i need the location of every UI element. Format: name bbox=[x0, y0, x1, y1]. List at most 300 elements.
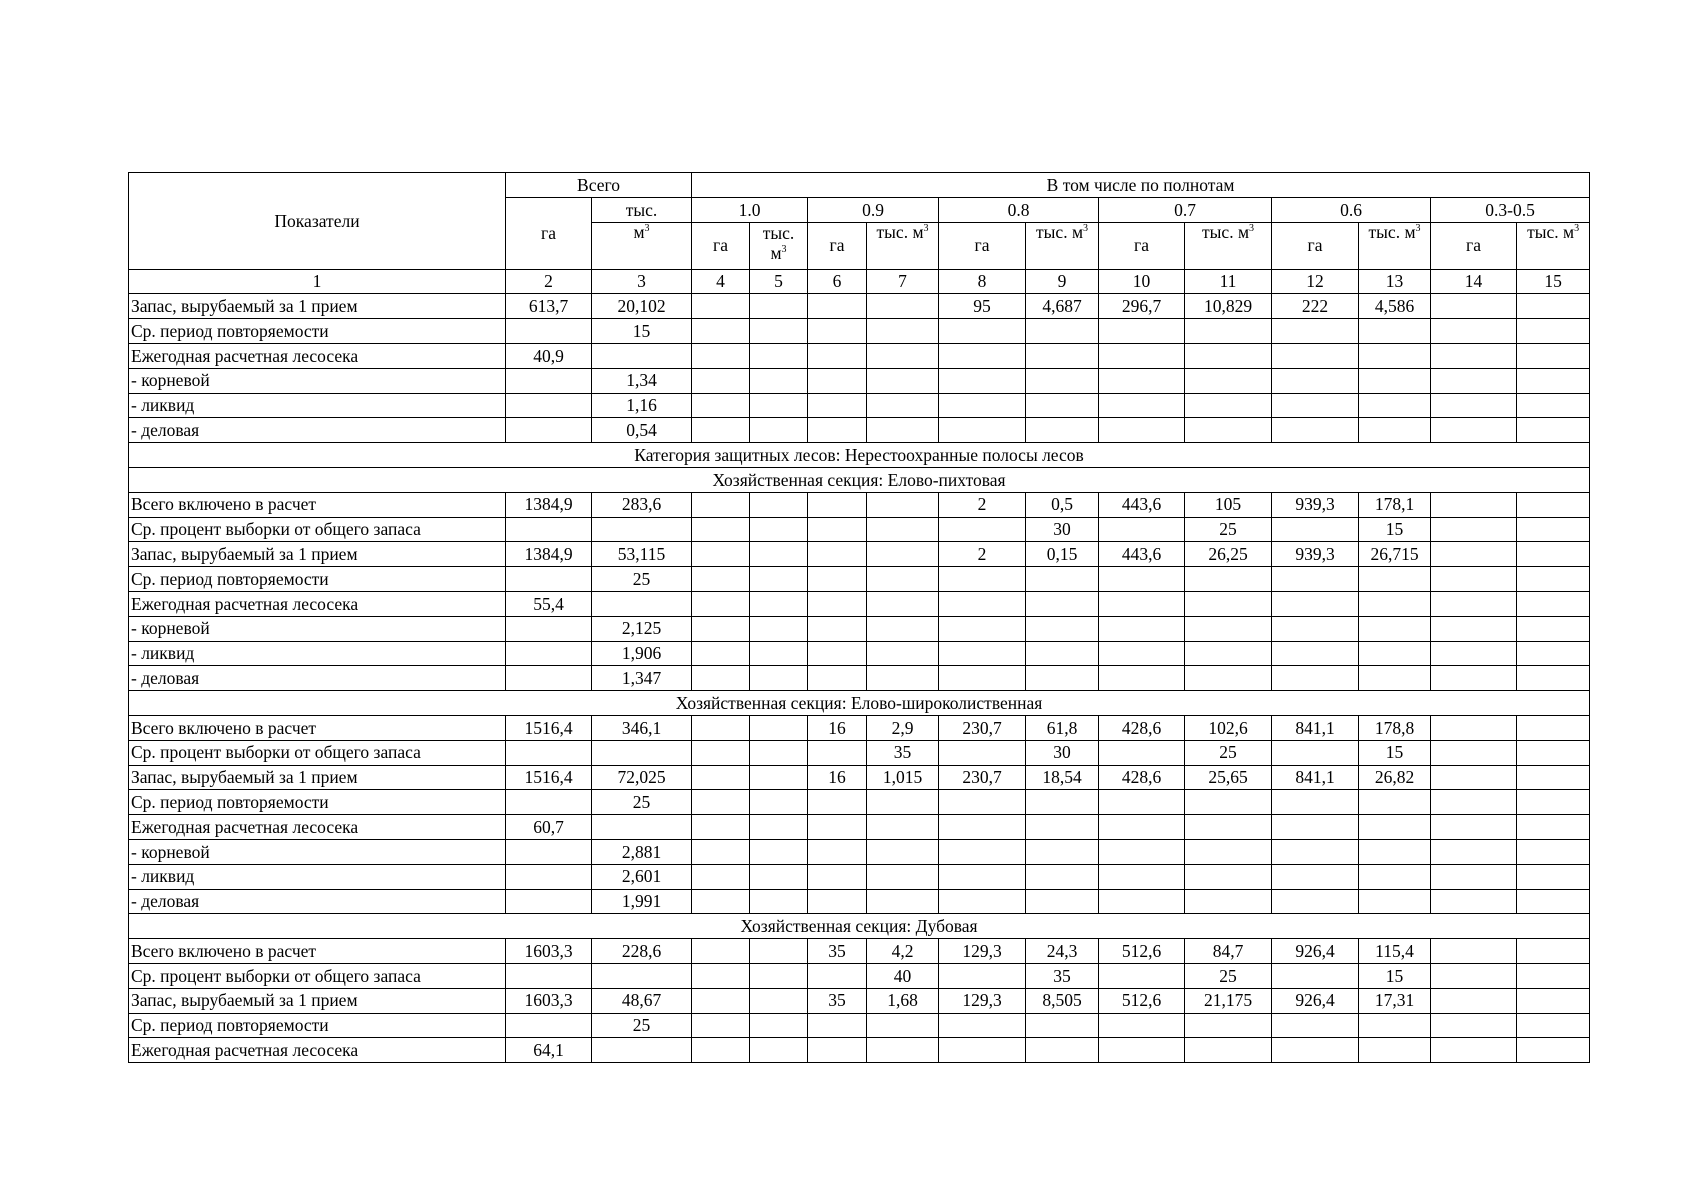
table-cell: 1516,4 bbox=[506, 715, 592, 740]
table-cell: 1384,9 bbox=[506, 492, 592, 517]
header-thous-m3: тыс. $м^3$ bbox=[1026, 222, 1099, 269]
row-label: - корневой bbox=[129, 368, 506, 393]
table-cell bbox=[1099, 393, 1185, 418]
column-number-cell: 3 bbox=[592, 269, 692, 294]
table-cell: 25 bbox=[1185, 517, 1272, 542]
table-cell bbox=[692, 666, 750, 691]
table-cell bbox=[750, 294, 808, 319]
table-cell bbox=[1026, 567, 1099, 592]
row-label: - деловая bbox=[129, 666, 506, 691]
table-cell: 4,687 bbox=[1026, 294, 1099, 319]
table-cell bbox=[1185, 418, 1272, 443]
table-cell: 443,6 bbox=[1099, 492, 1185, 517]
column-number-row bbox=[129, 269, 1590, 294]
table-cell bbox=[1517, 641, 1590, 666]
table-cell bbox=[808, 963, 867, 988]
table-cell bbox=[1431, 616, 1517, 641]
table-cell bbox=[1026, 319, 1099, 344]
table-cell bbox=[1272, 393, 1359, 418]
row-label: Запас, вырубаемый за 1 прием bbox=[129, 542, 506, 567]
table-cell bbox=[867, 343, 939, 368]
table-cell: 40 bbox=[867, 963, 939, 988]
table-cell bbox=[1272, 666, 1359, 691]
table-cell bbox=[750, 790, 808, 815]
table-cell: 25 bbox=[592, 790, 692, 815]
table-cell bbox=[692, 765, 750, 790]
table-cell: 178,8 bbox=[1359, 715, 1431, 740]
forest-calculation-table bbox=[128, 172, 1590, 1063]
table-cell bbox=[867, 567, 939, 592]
table-cell: 20,102 bbox=[592, 294, 692, 319]
table-cell bbox=[939, 393, 1026, 418]
table-cell bbox=[1026, 839, 1099, 864]
table-cell: 939,3 bbox=[1272, 492, 1359, 517]
column-number-cell: 8 bbox=[939, 269, 1026, 294]
table-cell bbox=[867, 542, 939, 567]
table-cell bbox=[867, 418, 939, 443]
table-cell bbox=[1272, 343, 1359, 368]
table-cell bbox=[1359, 591, 1431, 616]
column-number-cell: 5 bbox=[750, 269, 808, 294]
table-row bbox=[129, 1038, 1590, 1063]
table-row bbox=[129, 988, 1590, 1013]
table-cell bbox=[1185, 567, 1272, 592]
table-cell bbox=[692, 591, 750, 616]
table-cell bbox=[1431, 790, 1517, 815]
table-cell bbox=[1517, 393, 1590, 418]
table-cell bbox=[1431, 368, 1517, 393]
table-cell bbox=[1431, 319, 1517, 344]
table-cell bbox=[1431, 839, 1517, 864]
table-cell bbox=[1185, 1038, 1272, 1063]
header-ha: га bbox=[1099, 222, 1185, 269]
table-cell: 1,68 bbox=[867, 988, 939, 1013]
table-cell: 1384,9 bbox=[506, 542, 592, 567]
table-cell: 428,6 bbox=[1099, 715, 1185, 740]
table-cell bbox=[867, 1013, 939, 1038]
header-ha: га bbox=[808, 222, 867, 269]
column-number-cell: 6 bbox=[808, 269, 867, 294]
table-cell bbox=[808, 542, 867, 567]
table-cell bbox=[1099, 740, 1185, 765]
table-cell bbox=[1431, 740, 1517, 765]
table-cell bbox=[750, 963, 808, 988]
row-label: Запас, вырубаемый за 1 прием bbox=[129, 765, 506, 790]
table-cell bbox=[506, 616, 592, 641]
table-cell bbox=[692, 740, 750, 765]
table-cell bbox=[1185, 889, 1272, 914]
table-row bbox=[129, 517, 1590, 542]
row-label: Всего включено в расчет bbox=[129, 939, 506, 964]
table-cell bbox=[1272, 815, 1359, 840]
table-cell bbox=[1026, 418, 1099, 443]
table-cell bbox=[506, 393, 592, 418]
table-cell bbox=[1517, 889, 1590, 914]
table-row bbox=[129, 641, 1590, 666]
table-cell bbox=[867, 1038, 939, 1063]
table-cell bbox=[1099, 666, 1185, 691]
table-cell bbox=[867, 889, 939, 914]
row-label: Ср. период повторяемости bbox=[129, 567, 506, 592]
table-row bbox=[129, 740, 1590, 765]
section-title: Хозяйственная секция: Елово-широколиственная bbox=[129, 691, 1590, 716]
table-cell bbox=[692, 864, 750, 889]
table-cell bbox=[506, 368, 592, 393]
table-cell: 283,6 bbox=[592, 492, 692, 517]
table-cell bbox=[1517, 740, 1590, 765]
table-cell: 72,025 bbox=[592, 765, 692, 790]
table-cell bbox=[506, 889, 592, 914]
table-cell: 230,7 bbox=[939, 715, 1026, 740]
table-cell: 26,25 bbox=[1185, 542, 1272, 567]
table-cell bbox=[1431, 343, 1517, 368]
table-cell bbox=[692, 319, 750, 344]
table-cell bbox=[1026, 641, 1099, 666]
header-ha: га bbox=[1431, 222, 1517, 269]
table-cell bbox=[1185, 393, 1272, 418]
row-label: - деловая bbox=[129, 418, 506, 443]
table-cell bbox=[750, 591, 808, 616]
table-cell bbox=[939, 616, 1026, 641]
table-cell bbox=[808, 641, 867, 666]
table-cell: 15 bbox=[1359, 517, 1431, 542]
table-cell bbox=[1099, 815, 1185, 840]
table-cell bbox=[1272, 591, 1359, 616]
header-density-6: 0.3-0.5 bbox=[1431, 197, 1590, 222]
table-cell bbox=[939, 641, 1026, 666]
header-thous-m3: тыс. $м^3$ bbox=[1185, 222, 1272, 269]
table-cell bbox=[1359, 319, 1431, 344]
row-label: Всего включено в расчет bbox=[129, 715, 506, 740]
table-cell bbox=[1359, 616, 1431, 641]
table-cell: 53,115 bbox=[592, 542, 692, 567]
table-cell: 4,586 bbox=[1359, 294, 1431, 319]
table-cell: 0,15 bbox=[1026, 542, 1099, 567]
table-cell bbox=[867, 641, 939, 666]
table-cell bbox=[1431, 591, 1517, 616]
table-cell bbox=[1026, 1013, 1099, 1038]
table-cell bbox=[939, 864, 1026, 889]
table-cell bbox=[1272, 1038, 1359, 1063]
table-cell bbox=[808, 889, 867, 914]
table-cell bbox=[808, 294, 867, 319]
table-cell: 230,7 bbox=[939, 765, 1026, 790]
table-cell bbox=[506, 864, 592, 889]
table-cell bbox=[692, 418, 750, 443]
table-cell bbox=[867, 616, 939, 641]
table-cell: 512,6 bbox=[1099, 988, 1185, 1013]
table-cell bbox=[506, 319, 592, 344]
table-cell: 1516,4 bbox=[506, 765, 592, 790]
section-title: Хозяйственная секция: Елово-пихтовая bbox=[129, 467, 1590, 492]
table-body bbox=[129, 294, 1590, 1063]
table-cell bbox=[808, 319, 867, 344]
table-cell bbox=[1431, 492, 1517, 517]
table-cell bbox=[939, 517, 1026, 542]
table-cell: 35 bbox=[867, 740, 939, 765]
table-cell bbox=[1185, 591, 1272, 616]
column-number-cell: 11 bbox=[1185, 269, 1272, 294]
table-cell: 30 bbox=[1026, 517, 1099, 542]
table-cell bbox=[750, 368, 808, 393]
header-ha: га bbox=[1272, 222, 1359, 269]
table-cell: 25,65 bbox=[1185, 765, 1272, 790]
table-cell bbox=[1099, 418, 1185, 443]
table-cell bbox=[939, 839, 1026, 864]
table-cell: 64,1 bbox=[506, 1038, 592, 1063]
table-cell: 129,3 bbox=[939, 988, 1026, 1013]
table-cell bbox=[1431, 294, 1517, 319]
table-cell bbox=[939, 418, 1026, 443]
table-cell bbox=[506, 517, 592, 542]
table-cell bbox=[939, 666, 1026, 691]
table-cell bbox=[1517, 864, 1590, 889]
table-cell: 2 bbox=[939, 542, 1026, 567]
table-cell: 25 bbox=[1185, 740, 1272, 765]
table-cell: 2 bbox=[939, 492, 1026, 517]
table-cell: 841,1 bbox=[1272, 715, 1359, 740]
table-cell: 2,125 bbox=[592, 616, 692, 641]
column-number-cell: 13 bbox=[1359, 269, 1431, 294]
table-row bbox=[129, 319, 1590, 344]
table-cell bbox=[1026, 864, 1099, 889]
row-label: Запас, вырубаемый за 1 прием bbox=[129, 294, 506, 319]
table-cell bbox=[1185, 666, 1272, 691]
header-density-4: 0.7 bbox=[1099, 197, 1272, 222]
table-cell bbox=[1359, 815, 1431, 840]
table-cell bbox=[1272, 319, 1359, 344]
table-cell bbox=[1431, 765, 1517, 790]
table-cell: 102,6 bbox=[1185, 715, 1272, 740]
table-cell bbox=[1431, 715, 1517, 740]
table-cell bbox=[1272, 517, 1359, 542]
table-cell: 26,82 bbox=[1359, 765, 1431, 790]
table-cell bbox=[867, 815, 939, 840]
table-cell bbox=[808, 864, 867, 889]
table-cell bbox=[1272, 567, 1359, 592]
table-cell bbox=[1272, 1013, 1359, 1038]
table-cell bbox=[867, 492, 939, 517]
table-cell: 115,4 bbox=[1359, 939, 1431, 964]
header-thous-m3: тыс. $м^3$ bbox=[1517, 222, 1590, 269]
table-cell bbox=[1517, 319, 1590, 344]
row-label: Запас, вырубаемый за 1 прием bbox=[129, 988, 506, 1013]
table-cell bbox=[750, 418, 808, 443]
column-number-cell: 9 bbox=[1026, 269, 1099, 294]
table-cell: 443,6 bbox=[1099, 542, 1185, 567]
table-cell: 2,881 bbox=[592, 839, 692, 864]
table-cell bbox=[1099, 864, 1185, 889]
table-cell bbox=[1185, 368, 1272, 393]
table-cell bbox=[1359, 418, 1431, 443]
table-cell bbox=[1185, 641, 1272, 666]
table-cell bbox=[1517, 790, 1590, 815]
section-title: Хозяйственная секция: Дубовая bbox=[129, 914, 1590, 939]
table-cell bbox=[692, 963, 750, 988]
table-cell bbox=[506, 839, 592, 864]
table-cell bbox=[1517, 963, 1590, 988]
table-cell: 346,1 bbox=[592, 715, 692, 740]
row-label: Ежегодная расчетная лесосека bbox=[129, 343, 506, 368]
table-cell: 1,347 bbox=[592, 666, 692, 691]
table-cell bbox=[1517, 517, 1590, 542]
table-cell bbox=[939, 815, 1026, 840]
table-cell bbox=[867, 393, 939, 418]
header-ha: га bbox=[939, 222, 1026, 269]
table-cell: 25 bbox=[592, 567, 692, 592]
table-cell bbox=[808, 790, 867, 815]
table-cell bbox=[867, 294, 939, 319]
table-row bbox=[129, 418, 1590, 443]
table-cell: 512,6 bbox=[1099, 939, 1185, 964]
table-cell bbox=[1185, 839, 1272, 864]
table-cell bbox=[1272, 839, 1359, 864]
header-total: Всего bbox=[506, 173, 692, 198]
table-cell: 1,16 bbox=[592, 393, 692, 418]
table-cell bbox=[1185, 616, 1272, 641]
table-header bbox=[129, 173, 1590, 294]
table-cell bbox=[1431, 1038, 1517, 1063]
table-cell bbox=[1517, 839, 1590, 864]
table-cell bbox=[808, 492, 867, 517]
table-cell bbox=[506, 641, 592, 666]
row-label: - корневой bbox=[129, 616, 506, 641]
header-indicators: Показатели bbox=[129, 173, 506, 270]
table-cell: 24,3 bbox=[1026, 939, 1099, 964]
table-cell bbox=[506, 740, 592, 765]
table-cell bbox=[1359, 393, 1431, 418]
table-row bbox=[129, 666, 1590, 691]
table-row bbox=[129, 864, 1590, 889]
table-row bbox=[129, 542, 1590, 567]
table-cell: 296,7 bbox=[1099, 294, 1185, 319]
table-cell bbox=[1431, 939, 1517, 964]
table-cell bbox=[808, 418, 867, 443]
table-cell bbox=[808, 740, 867, 765]
column-number-cell: 1 bbox=[129, 269, 506, 294]
table-cell bbox=[1272, 864, 1359, 889]
table-cell bbox=[1185, 343, 1272, 368]
table-cell: 228,6 bbox=[592, 939, 692, 964]
table-row bbox=[129, 616, 1590, 641]
table-cell bbox=[592, 740, 692, 765]
table-cell bbox=[692, 1038, 750, 1063]
table-cell bbox=[1517, 1038, 1590, 1063]
column-number-cell: 10 bbox=[1099, 269, 1185, 294]
table-cell bbox=[692, 839, 750, 864]
table-cell bbox=[1099, 368, 1185, 393]
table-cell bbox=[1359, 666, 1431, 691]
table-row bbox=[129, 963, 1590, 988]
table-cell bbox=[750, 641, 808, 666]
table-cell bbox=[939, 368, 1026, 393]
header-thous-m3: тыс. $м^3$ bbox=[867, 222, 939, 269]
row-label: Ежегодная расчетная лесосека bbox=[129, 815, 506, 840]
table-cell bbox=[692, 1013, 750, 1038]
table-cell bbox=[1517, 368, 1590, 393]
table-cell bbox=[939, 1038, 1026, 1063]
table-cell bbox=[1099, 591, 1185, 616]
table-cell bbox=[1517, 343, 1590, 368]
table-cell bbox=[1517, 616, 1590, 641]
table-cell bbox=[1517, 542, 1590, 567]
table-cell bbox=[1431, 641, 1517, 666]
table-row bbox=[129, 343, 1590, 368]
table-cell: 10,829 bbox=[1185, 294, 1272, 319]
table-cell: 61,8 bbox=[1026, 715, 1099, 740]
table-cell: 18,54 bbox=[1026, 765, 1099, 790]
table-row bbox=[129, 715, 1590, 740]
table-cell: 25 bbox=[1185, 963, 1272, 988]
header-total-m3: $м^3$ bbox=[592, 222, 692, 269]
table-cell bbox=[692, 939, 750, 964]
table-cell bbox=[506, 790, 592, 815]
table-cell bbox=[1359, 368, 1431, 393]
header-total-thous-top: тыс. bbox=[592, 197, 692, 222]
table-cell bbox=[750, 567, 808, 592]
header-thous-m3: тыс. $м^3$ bbox=[1359, 222, 1431, 269]
table-cell bbox=[808, 666, 867, 691]
table-cell: 35 bbox=[1026, 963, 1099, 988]
table-cell bbox=[939, 740, 1026, 765]
table-cell bbox=[692, 294, 750, 319]
column-number-cell: 14 bbox=[1431, 269, 1517, 294]
table-cell bbox=[750, 492, 808, 517]
table-cell: 84,7 bbox=[1185, 939, 1272, 964]
table-cell bbox=[1517, 1013, 1590, 1038]
table-cell bbox=[867, 790, 939, 815]
row-label: - ликвид bbox=[129, 864, 506, 889]
table-cell bbox=[1099, 616, 1185, 641]
table-cell: 1,015 bbox=[867, 765, 939, 790]
table-cell: 16 bbox=[808, 715, 867, 740]
table-cell: 841,1 bbox=[1272, 765, 1359, 790]
table-cell: 1,906 bbox=[592, 641, 692, 666]
table-cell bbox=[592, 343, 692, 368]
table-cell bbox=[1272, 790, 1359, 815]
table-cell bbox=[692, 517, 750, 542]
table-cell: 30 bbox=[1026, 740, 1099, 765]
table-cell bbox=[808, 368, 867, 393]
table-cell bbox=[750, 393, 808, 418]
table-cell bbox=[1099, 889, 1185, 914]
table-cell bbox=[1026, 889, 1099, 914]
section-header-row bbox=[129, 914, 1590, 939]
table-cell bbox=[1099, 517, 1185, 542]
table-cell: 178,1 bbox=[1359, 492, 1431, 517]
table-cell bbox=[1272, 641, 1359, 666]
table-cell bbox=[1431, 889, 1517, 914]
table-cell bbox=[867, 368, 939, 393]
table-row bbox=[129, 790, 1590, 815]
table-cell bbox=[750, 740, 808, 765]
table-cell: 613,7 bbox=[506, 294, 592, 319]
row-label: Ср. процент выборки от общего запаса bbox=[129, 740, 506, 765]
section-title: Категория защитных лесов: Нерестоохранные полосы лесов bbox=[129, 443, 1590, 468]
table-cell bbox=[1272, 740, 1359, 765]
table-cell: 35 bbox=[808, 988, 867, 1013]
table-cell bbox=[750, 319, 808, 344]
table-cell bbox=[1099, 963, 1185, 988]
table-cell bbox=[1517, 294, 1590, 319]
table-cell bbox=[1099, 1013, 1185, 1038]
table-cell bbox=[692, 616, 750, 641]
row-label: - корневой bbox=[129, 839, 506, 864]
table-cell bbox=[1026, 393, 1099, 418]
table-cell: 105 bbox=[1185, 492, 1272, 517]
table-cell bbox=[750, 839, 808, 864]
table-cell bbox=[692, 815, 750, 840]
